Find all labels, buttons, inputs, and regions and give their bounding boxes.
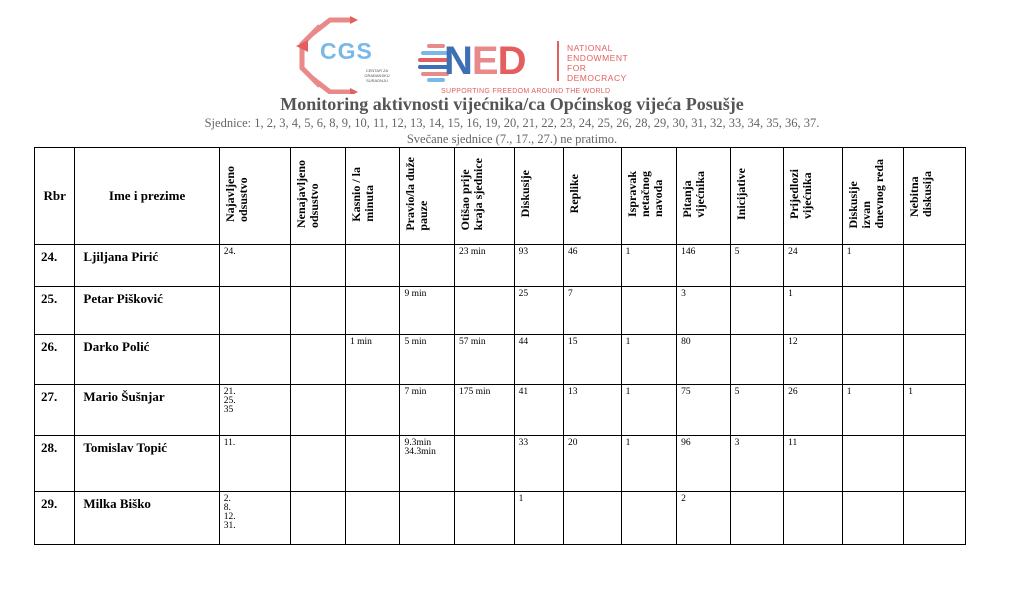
table-cell: 80 <box>677 335 731 385</box>
column-header <box>455 148 515 245</box>
councillor-name: Milka Biško <box>75 492 219 545</box>
row-number: 27. <box>35 385 75 436</box>
column-header <box>514 148 563 245</box>
table-body <box>35 245 966 545</box>
column-header: Ime i prezime <box>75 148 219 245</box>
table-cell: 11 <box>784 436 843 492</box>
table-cell: 9.3min 34.3min <box>400 436 455 492</box>
table-cell: 20 <box>564 436 622 492</box>
page-title: Monitoring aktivnosti vijećnika/ca Općinskog vijeća Posušje <box>280 94 744 114</box>
ned-logo-word <box>444 40 525 82</box>
table-row <box>35 436 966 492</box>
table-cell <box>904 335 966 385</box>
column-header: Rbr <box>35 148 75 245</box>
column-header <box>564 148 622 245</box>
table-cell <box>904 287 966 335</box>
column-header <box>400 148 455 245</box>
row-number: 28. <box>35 436 75 492</box>
table-cell: 1 <box>904 385 966 436</box>
column-header-label: Pitanja vijećnika <box>680 170 708 218</box>
table-cell: 5 <box>730 385 784 436</box>
ned-letter: N <box>444 39 472 83</box>
column-header-label: Inicijative <box>733 168 748 220</box>
column-header-label: Diskusije <box>517 170 532 218</box>
table-cell: 23 min <box>455 245 515 287</box>
column-header-label: Diskusije izvan dnevnog reda <box>845 159 886 229</box>
table-cell: 96 <box>677 436 731 492</box>
table-cell <box>784 492 843 545</box>
cgs-logo-text: CGS <box>320 38 373 64</box>
ceremonial-note: Svečane sjednice (7., 17., 27.) ne pratimo. <box>406 132 618 146</box>
table-cell: 1 min <box>345 335 400 385</box>
table-cell: 13 <box>564 385 622 436</box>
row-number: 26. <box>35 335 75 385</box>
table-row <box>35 492 966 545</box>
table-cell <box>345 385 400 436</box>
table-cell <box>219 287 291 335</box>
councillor-name: Petar Pišković <box>75 287 219 335</box>
ned-full-name-line: ENDOWMENT <box>567 53 629 63</box>
table-cell <box>730 287 784 335</box>
table-cell: 26 <box>784 385 843 436</box>
table-cell: 2 <box>677 492 731 545</box>
table-header-row <box>35 148 966 245</box>
monitoring-table <box>34 147 966 545</box>
column-header <box>219 148 291 245</box>
column-header <box>784 148 843 245</box>
table-cell: 57 min <box>455 335 515 385</box>
column-header <box>621 148 677 245</box>
table-cell: 5 min <box>400 335 455 385</box>
table-cell: 2. 8. 12. 31. <box>219 492 291 545</box>
column-header <box>677 148 731 245</box>
ned-full-name-line: DEMOCRACY <box>567 73 627 83</box>
ned-tagline: SUPPORTING FREEDOM AROUND THE WORLD <box>441 88 611 95</box>
table-cell <box>291 492 346 545</box>
councillor-name: Mario Šušnjar <box>75 385 219 436</box>
table-cell <box>291 287 346 335</box>
table-cell: 1 <box>621 245 677 287</box>
column-header <box>842 148 904 245</box>
ned-full-name <box>567 43 628 83</box>
table-cell <box>400 492 455 545</box>
table-cell <box>842 492 904 545</box>
table-cell: 5 <box>730 245 784 287</box>
table-cell <box>621 492 677 545</box>
row-number: 24. <box>35 245 75 287</box>
table-cell <box>730 335 784 385</box>
table-cell: 12 <box>784 335 843 385</box>
column-header-label: Nebitna diskusija <box>907 170 935 218</box>
table-cell: 1 <box>621 436 677 492</box>
table-cell <box>291 245 346 287</box>
row-number: 25. <box>35 287 75 335</box>
header-logos <box>0 8 1024 95</box>
sessions-list: Sjednice: 1, 2, 3, 4, 5, 6, 8, 9, 10, 11, 12, 13, 14, 15, 16, 19, 20, 21, 22, 23, 24, 25, 26, 28, 29, 30, 31, 32, 33, 34, 35, 36, 37. <box>204 116 820 130</box>
table-cell: 1 <box>621 335 677 385</box>
table-cell: 11. <box>219 436 291 492</box>
table-cell: 146 <box>677 245 731 287</box>
ned-full-name-line: NATIONAL <box>567 43 613 53</box>
column-header-label: Otišao prije kraja sjednice <box>458 157 485 231</box>
table-cell <box>345 492 400 545</box>
row-number: 29. <box>35 492 75 545</box>
table-cell: 15 <box>564 335 622 385</box>
ned-divider <box>557 41 559 81</box>
cgs-logo-subtext: CENTAR ZA GRAĐANSKU SURADNJU <box>364 68 390 83</box>
table-row <box>35 335 966 385</box>
table-cell <box>345 287 400 335</box>
table-cell <box>345 245 400 287</box>
column-header <box>904 148 966 245</box>
ned-letter: E <box>471 39 498 83</box>
councillor-name: Ljiljana Pirić <box>75 245 219 287</box>
column-header-label: Nenajavljeno odsustvo <box>294 160 322 228</box>
table-cell: 1 <box>842 245 904 287</box>
table-cell: 25 <box>514 287 563 335</box>
table-cell <box>291 335 346 385</box>
table-cell: 24 <box>784 245 843 287</box>
table-cell <box>842 436 904 492</box>
table-cell: 1 <box>514 492 563 545</box>
column-header <box>730 148 784 245</box>
table-cell: 41 <box>514 385 563 436</box>
table-cell: 3 <box>677 287 731 335</box>
column-header-label: Kasnio / la minuta <box>348 166 376 222</box>
table-cell <box>455 492 515 545</box>
table-cell <box>219 335 291 385</box>
table-cell: 175 min <box>455 385 515 436</box>
table-cell: 46 <box>564 245 622 287</box>
table-cell <box>842 287 904 335</box>
ned-full-name-line: FOR <box>567 63 587 73</box>
table-row <box>35 385 966 436</box>
table-cell <box>842 335 904 385</box>
table-cell: 1 <box>842 385 904 436</box>
table-cell <box>621 287 677 335</box>
column-header <box>345 148 400 245</box>
table-cell: 7 <box>564 287 622 335</box>
table-cell: 24. <box>219 245 291 287</box>
table-cell: 7 min <box>400 385 455 436</box>
table-cell <box>291 436 346 492</box>
table-cell <box>455 287 515 335</box>
column-header-label: Prijedlozi vijećnika <box>787 169 815 219</box>
table-cell: 3 <box>730 436 784 492</box>
table-cell <box>904 492 966 545</box>
table-cell <box>455 436 515 492</box>
table-cell <box>730 492 784 545</box>
table-cell: 21. 25. 35 <box>219 385 291 436</box>
ned-letters <box>444 39 525 83</box>
table-cell: 1 <box>621 385 677 436</box>
table-cell <box>904 436 966 492</box>
column-header-label: Replike <box>567 174 582 214</box>
table-cell <box>345 436 400 492</box>
table-cell <box>291 385 346 436</box>
table-cell: 33 <box>514 436 563 492</box>
column-header-label: Najavljeno odsustvo <box>222 166 250 222</box>
table-cell: 44 <box>514 335 563 385</box>
table-cell: 9 min <box>400 287 455 335</box>
ned-letter: D <box>497 39 526 83</box>
table-cell: 93 <box>514 245 563 287</box>
table-cell <box>564 492 622 545</box>
councillor-name: Tomislav Topić <box>75 436 219 492</box>
column-header-label: Pravio/la duže pauze <box>403 157 431 231</box>
table-cell <box>904 245 966 287</box>
table-cell: 1 <box>784 287 843 335</box>
column-header <box>291 148 346 245</box>
column-header-label: Ispravak netačnog navoda <box>624 170 665 217</box>
table-cell: 75 <box>677 385 731 436</box>
table-row <box>35 245 966 287</box>
table-cell <box>400 245 455 287</box>
councillor-name: Darko Polić <box>75 335 219 385</box>
table-row <box>35 287 966 335</box>
